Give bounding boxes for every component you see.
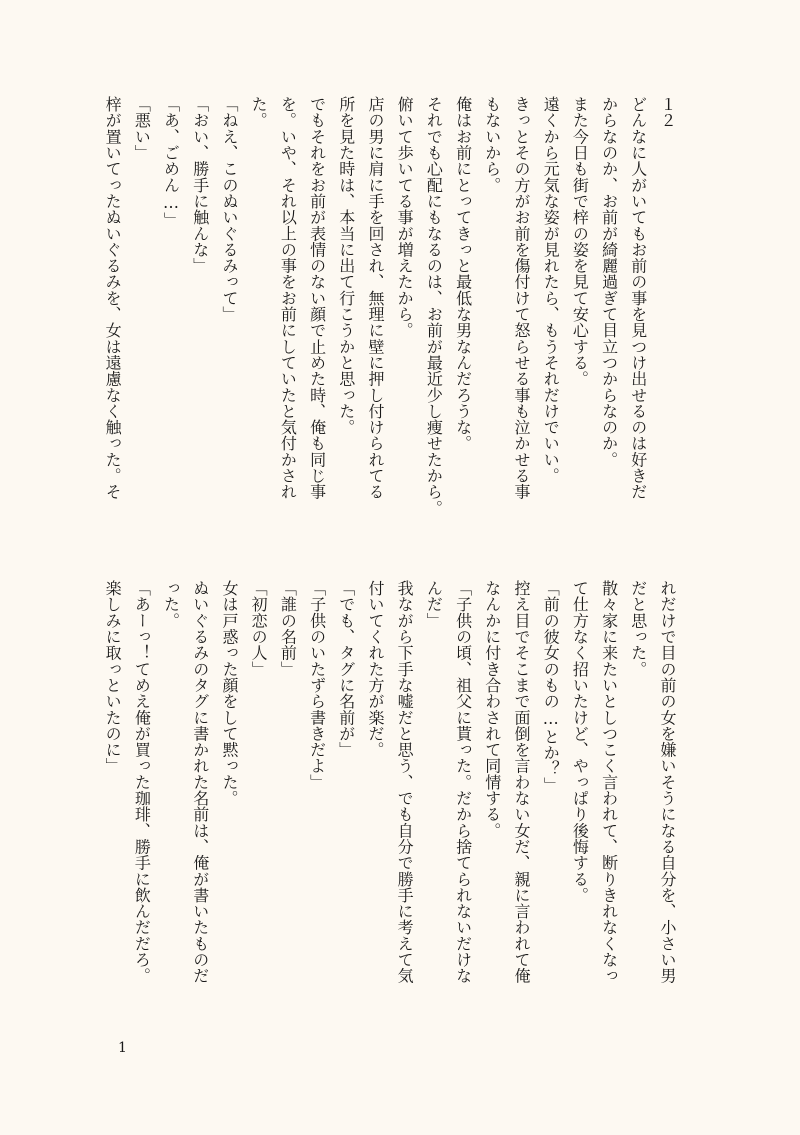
text-line: 「前の彼女のもの…とか？」: [541, 580, 561, 793]
text-line: 「悪い」: [132, 96, 152, 161]
text-line: また今日も街で梓の姿を見て安心する。: [570, 96, 590, 387]
text-line: て仕方なく招いたけど、やっぱり後悔する。: [570, 580, 590, 903]
text-line: 「誰の名前」: [278, 580, 298, 677]
text-line: 所を見た時は、本当に出て行こうかと思った。: [336, 96, 356, 436]
text-line: 「でも、タグに名前が」: [336, 580, 356, 758]
text-line: を。いや、それ以上の事をお前にしていたと気付かされ: [278, 96, 298, 500]
text-line: 「初恋の人」: [249, 580, 269, 677]
text-line: 女は戸惑った顔をして黙った。: [219, 580, 239, 807]
text-line: 遠くから元気な姿が見れたら、もうそれだけでいい。: [541, 96, 561, 484]
text-line: それでも心配にもなるのは、お前が最近少し痩せたから。: [424, 96, 444, 516]
text-line: もないから。: [482, 96, 502, 193]
page-number: 1: [118, 1040, 127, 1056]
text-line: きっとその方がお前を傷付けて怒らせる事も泣かせる事: [511, 96, 531, 500]
text-line: 俺はお前にとってきっと最低な男なんだろうな。: [453, 96, 473, 452]
text-line: 「あ、ごめん…」: [161, 96, 181, 229]
text-line: 「あーっ！てめえ俺が買った珈琲、勝手に飲んだだろ。: [132, 580, 152, 984]
text-line: 散々家に来たいとしつこく言われて、断りきれなくなっ: [599, 580, 619, 984]
text-line: ぬいぐるみのタグに書かれた名前は、俺が書いたものだ: [190, 580, 210, 984]
text-line: った。: [161, 580, 181, 629]
text-line: れだけで目の前の女を嫌いそうになる自分を、小さい男: [658, 580, 677, 984]
text-line: 「おい、勝手に触んな」: [190, 96, 210, 274]
text-line: 付いてくれた方が楽だ。: [365, 580, 385, 758]
text-line: んだ」: [424, 580, 444, 629]
text-line: からなのか、お前が綺麗過ぎて目立つからなのか。: [599, 96, 619, 468]
text-line: た。: [249, 96, 269, 129]
text-line: どんなに人がいてもお前の事を見つけ出せるのは好きだ: [628, 96, 648, 500]
text-line: 我ながら下手な嘘だと思う、でも自分で勝手に考えて気: [395, 580, 415, 984]
text-line: 店の男に肩に手を回され、無理に壁に押し付けられてる: [365, 96, 385, 500]
text-line: 楽しみに取っといたのに」: [103, 580, 123, 774]
text-line: 「子供の頃、祖父に貰った。だから捨てられないだけな: [453, 580, 473, 984]
lower-text-block: [98, 580, 682, 1020]
text-line: 「子供のいたずら書きだよ」: [307, 580, 327, 790]
text-line: でもそれをお前が表情のない顔で止めた時、俺も同じ事: [307, 96, 327, 500]
text-line: 梓が置いてったぬいぐるみを、女は遠慮なく触った。そ: [103, 96, 123, 500]
upper-text-block: [98, 96, 682, 546]
text-line: だと思った。: [628, 580, 648, 677]
text-line: 「ねえ、このぬいぐるみって」: [219, 96, 239, 323]
text-line: 控え目でそこまで面倒を言わない女だ、親に言われて俺: [511, 580, 531, 984]
text-line: なんかに付き合わされて同情する。: [482, 580, 502, 839]
text-line: １２: [658, 96, 677, 129]
text-line: 俯いて歩いてる事が増えたから。: [395, 96, 415, 339]
